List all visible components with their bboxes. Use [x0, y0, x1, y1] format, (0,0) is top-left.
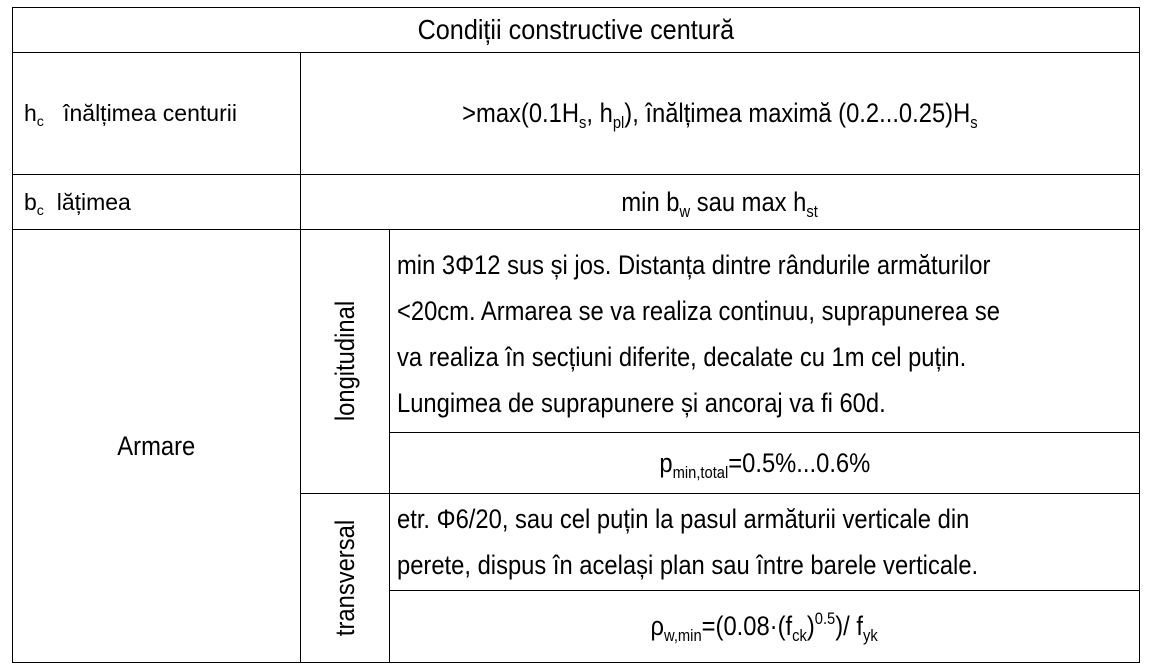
bc-label-text: lățimea [56, 188, 131, 215]
longitudinal-label: longitudinal [330, 300, 360, 422]
transversal-line: etr. Φ6/20, sau cel puțin la pasul armăturii verticale din [397, 504, 970, 534]
hc-symbol: h [24, 100, 37, 126]
bc-label-cell [24, 175, 299, 229]
bc-symbol: b [24, 188, 37, 215]
hc-value-cell [301, 53, 1139, 174]
formula-sub: ck [792, 625, 808, 645]
transversal-formula-cell [390, 591, 1139, 662]
hc-value-part: , h [586, 98, 613, 128]
longitudinal-formula-cell [390, 433, 1139, 493]
formula-sub: min,total [672, 462, 728, 482]
hc-value-sub: pl [612, 112, 625, 132]
bc-value-sub: st [806, 201, 819, 221]
transversal-label-cell [301, 494, 389, 662]
bc-value-cell [301, 175, 1139, 229]
hc-label-text: înălțimea centurii [63, 100, 237, 126]
formula-sup: 0.5 [815, 609, 836, 629]
bc-symbol-sub: c [36, 202, 44, 219]
bc-value-sub: w [679, 201, 691, 221]
longitudinal-line: min 3Φ12 sus și jos. Distanța dintre rândurile armăturilor [397, 250, 991, 280]
hc-value-part: ), înălțimea maximă (0.2...0.25)H [624, 98, 971, 128]
longitudinal-label-cell [301, 230, 389, 493]
table-border-right [1139, 7, 1140, 663]
longitudinal-line: Lungimea de suprapunere și ancoraj va fi 60d. [397, 388, 886, 418]
hc-value-sub: s [579, 112, 587, 132]
formula-part: =(0.08·(f [702, 611, 793, 641]
longitudinal-line: va realiza în secțiuni diferite, decalate cu 1m cel puțin. [397, 342, 967, 372]
formula-sub: w,min [664, 625, 703, 645]
formula-sub: yk [863, 625, 879, 645]
table-title: Condiții constructive centură [417, 14, 735, 45]
hc-value-sub: s [970, 112, 978, 132]
longitudinal-line: <20cm. Armarea se va realiza continuu, suprapunerea se [397, 296, 1000, 326]
transversal-formula [650, 609, 879, 645]
bc-value-part: sau max h [690, 186, 807, 217]
bc-value-part: min b [621, 186, 680, 217]
formula-part: ) [807, 611, 816, 641]
table-border-bottom [12, 662, 1140, 663]
hc-value-part: >max(0.1H [462, 98, 580, 128]
hc-label-cell [24, 53, 299, 174]
formula-part: ρ [650, 611, 665, 641]
formula-part: )/ f [835, 611, 864, 641]
bc-label [24, 188, 131, 219]
hc-value [462, 98, 978, 132]
armare-cell [13, 230, 300, 662]
longitudinal-text [397, 242, 1000, 426]
armare-label: Armare [117, 430, 196, 461]
longitudinal-formula [659, 447, 870, 482]
formula-part: =0.5%...0.6% [727, 447, 870, 478]
formula-part: p [659, 447, 673, 478]
divider-long-trans [300, 493, 1140, 494]
transversal-line: perete, dispus în același plan sau între barele verticale. [397, 550, 979, 580]
transversal-text [397, 496, 978, 588]
table-title-cell [13, 8, 1139, 52]
hc-label [24, 100, 237, 130]
bc-value [621, 186, 819, 221]
hc-symbol-sub: c [36, 113, 44, 130]
transversal-label: transversal [330, 519, 360, 637]
